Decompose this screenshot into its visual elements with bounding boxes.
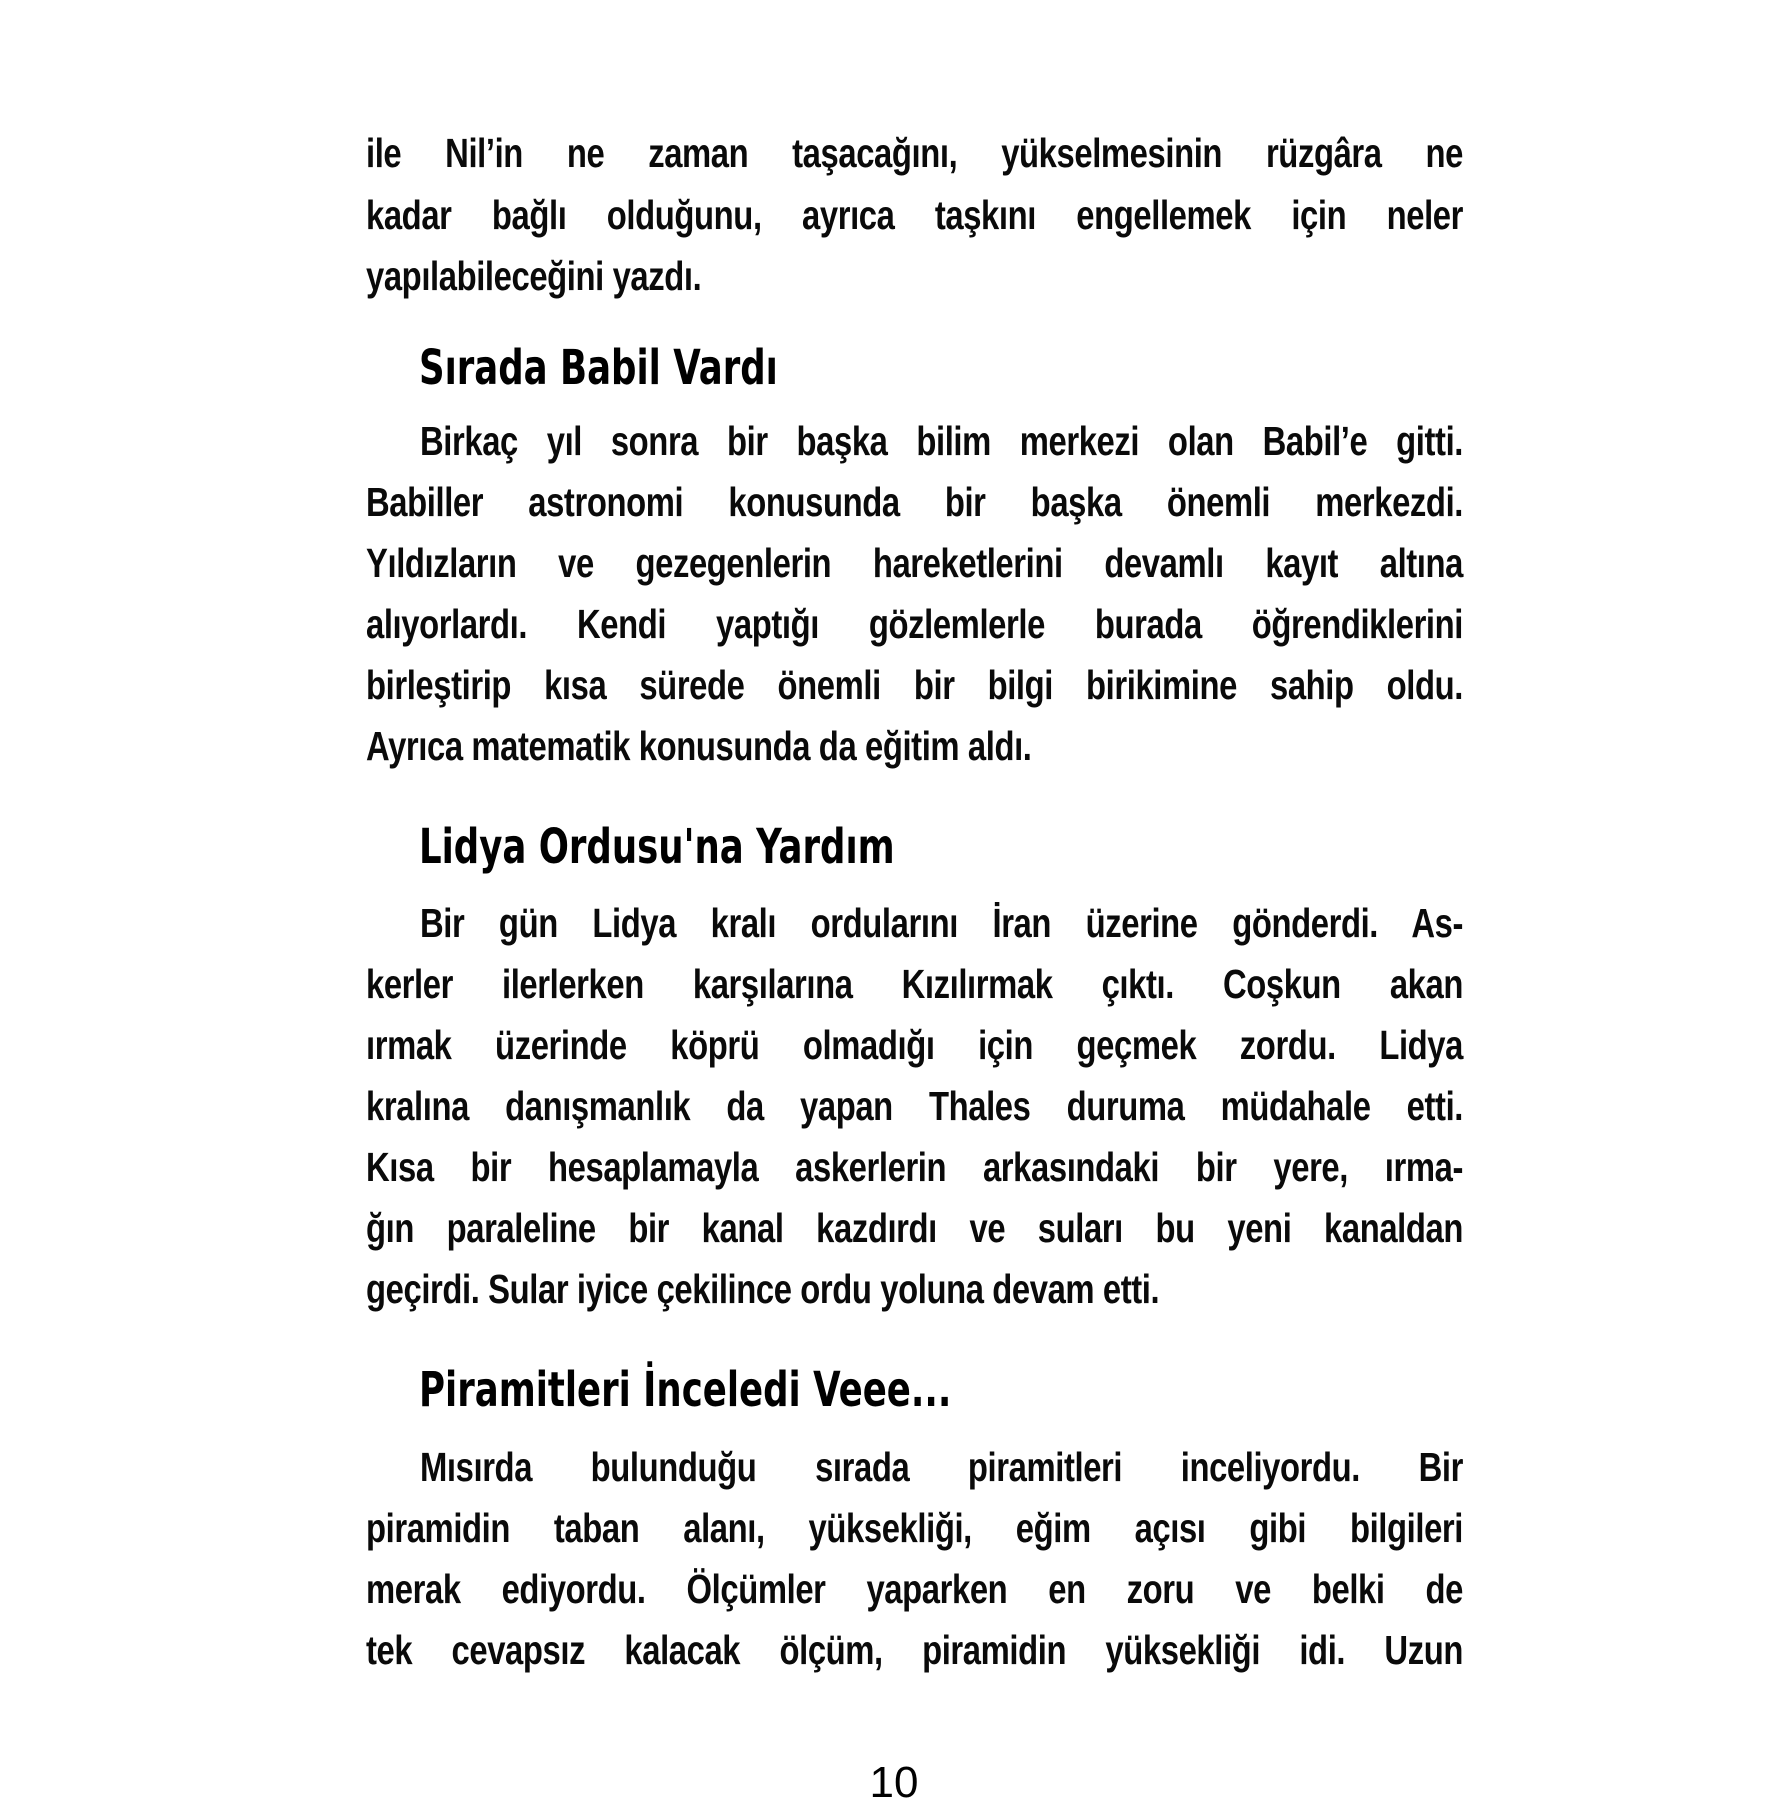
section-2-line: kerler ilerlerken karşılarına Kızılırmak çıktı. Coşkun akan <box>366 961 1463 1007</box>
section-1-line: Ayrıca matematik konusunda da eğitim aldı. <box>366 723 1032 769</box>
section-heading-babil: Sırada Babil Vardı <box>419 340 778 396</box>
intro-line: yapılabileceğini yazdı. <box>366 253 702 299</box>
section-2-line: Kısa bir hesaplamayla askerlerin arkasındaki bir yere, ırma- <box>366 1144 1463 1190</box>
section-1-line: Babiller astronomi konusunda bir başka önemli merkezdi. <box>366 479 1463 525</box>
section-3-line: tek cevapsız kalacak ölçüm, piramidin yüksekliği idi. Uzun <box>366 1627 1463 1673</box>
section-1-line: alıyorlardı. Kendi yaptığı gözlemlerle burada öğrendiklerini <box>366 601 1463 647</box>
section-2-line: ırmak üzerinde köprü olmadığı için geçmek zordu. Lidya <box>366 1022 1463 1068</box>
section-heading-piramitler: Piramitleri İnceledi Veee... <box>419 1362 952 1418</box>
section-2-line: kralına danışmanlık da yapan Thales duruma müdahale etti. <box>366 1083 1463 1129</box>
section-2-line: ğın paraleline bir kanal kazdırdı ve suları bu yeni kanaldan <box>366 1205 1463 1251</box>
section-1-line: Birkaç yıl sonra bir başka bilim merkezi olan Babil’e gitti. <box>420 418 1463 464</box>
section-3-line: merak ediyordu. Ölçümler yaparken en zoru ve belki de <box>366 1566 1463 1612</box>
section-2-line: Bir gün Lidya kralı ordularını İran üzerine gönderdi. As- <box>420 900 1463 946</box>
intro-line: ile Nil’in ne zaman taşacağını, yükselmesinin rüzgâra ne <box>366 130 1463 176</box>
section-1-line: birleştirip kısa sürede önemli bir bilgi birikimine sahip oldu. <box>366 662 1463 708</box>
section-2-line: geçirdi. Sular iyice çekilince ordu yoluna devam etti. <box>366 1266 1160 1312</box>
section-heading-lidya: Lidya Ordusu'na Yardım <box>419 819 895 875</box>
section-1-line: Yıldızların ve gezegenlerin hareketlerini devamlı kayıt altına <box>366 540 1463 586</box>
page-number: 10 <box>869 1758 919 1807</box>
section-3-line: piramidin taban alanı, yüksekliği, eğim açısı gibi bilgileri <box>366 1505 1463 1551</box>
intro-line: kadar bağlı olduğunu, ayrıca taşkını engellemek için neler <box>366 192 1463 238</box>
section-3-line: Mısırda bulunduğu sırada piramitleri inceliyordu. Bir <box>420 1444 1463 1490</box>
